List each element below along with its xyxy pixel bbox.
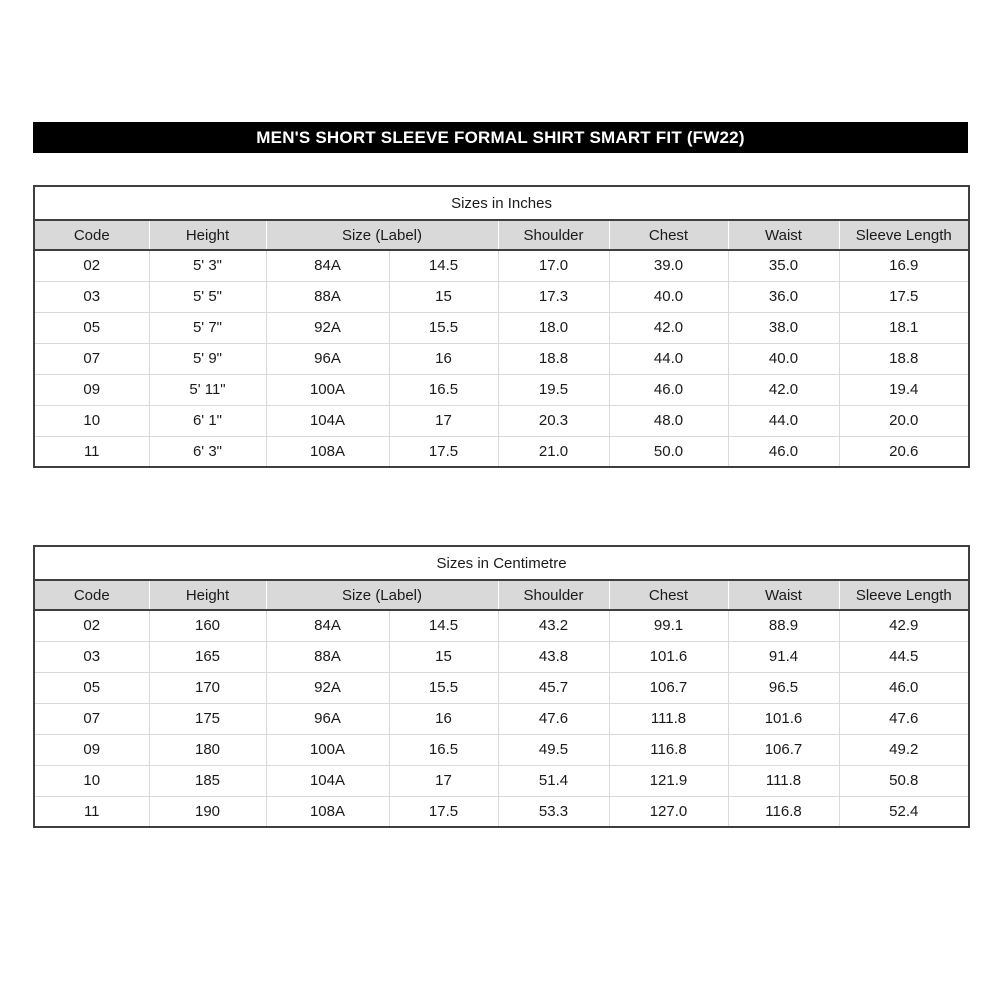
table-cell: 36.0 <box>728 281 839 312</box>
table-cell: 106.7 <box>728 734 839 765</box>
table-cell: 11 <box>34 436 149 467</box>
column-header-chest: Chest <box>609 220 728 250</box>
table-cell: 51.4 <box>498 765 609 796</box>
table-cell: 16.5 <box>389 374 498 405</box>
table-cell: 111.8 <box>609 703 728 734</box>
column-header-waist: Waist <box>728 580 839 610</box>
table-cell: 160 <box>149 610 266 641</box>
table-cell: 48.0 <box>609 405 728 436</box>
column-header-sleeve-length: Sleeve Length <box>839 220 969 250</box>
table-cell: 100A <box>266 734 389 765</box>
table-cell: 46.0 <box>839 672 969 703</box>
table-cell: 88.9 <box>728 610 839 641</box>
table-cell: 07 <box>34 703 149 734</box>
table-cell: 09 <box>34 734 149 765</box>
table-cell: 53.3 <box>498 796 609 827</box>
table-cell: 40.0 <box>728 343 839 374</box>
table-cell: 190 <box>149 796 266 827</box>
title-banner <box>33 122 968 153</box>
table-row <box>34 672 969 703</box>
table-cell: 46.0 <box>728 436 839 467</box>
table-cell: 15.5 <box>389 312 498 343</box>
table-cell: 42.0 <box>609 312 728 343</box>
table-cell: 43.2 <box>498 610 609 641</box>
column-header-sleeve-length: Sleeve Length <box>839 580 969 610</box>
table-row <box>34 796 969 827</box>
table-cell: 106.7 <box>609 672 728 703</box>
table-cell: 84A <box>266 250 389 281</box>
table-cell: 18.1 <box>839 312 969 343</box>
table-cell: 05 <box>34 312 149 343</box>
table-cell: 16.9 <box>839 250 969 281</box>
table-cell: 101.6 <box>609 641 728 672</box>
table-cell: 180 <box>149 734 266 765</box>
table-cell: 20.6 <box>839 436 969 467</box>
table-cell: 92A <box>266 672 389 703</box>
table-body <box>34 610 969 827</box>
table-cell: 175 <box>149 703 266 734</box>
table-cell: 104A <box>266 765 389 796</box>
table-row <box>34 436 969 467</box>
table-cell: 116.8 <box>609 734 728 765</box>
column-header-shoulder: Shoulder <box>498 580 609 610</box>
table-cell: 47.6 <box>839 703 969 734</box>
table-cell: 88A <box>266 281 389 312</box>
table-cell: 16 <box>389 343 498 374</box>
table-cell: 100A <box>266 374 389 405</box>
table-cell: 92A <box>266 312 389 343</box>
table-cell: 96.5 <box>728 672 839 703</box>
table-cell: 50.0 <box>609 436 728 467</box>
table-cell: 84A <box>266 610 389 641</box>
table-row <box>34 374 969 405</box>
table-cell: 42.0 <box>728 374 839 405</box>
sizes-in-inches-table <box>33 185 970 468</box>
table-row <box>34 312 969 343</box>
table-cell: 52.4 <box>839 796 969 827</box>
table-cell: 05 <box>34 672 149 703</box>
table-cell: 185 <box>149 765 266 796</box>
table-cell: 127.0 <box>609 796 728 827</box>
table-cell: 42.9 <box>839 610 969 641</box>
table-caption-row <box>34 186 969 220</box>
column-header-chest: Chest <box>609 580 728 610</box>
table-cell: 03 <box>34 281 149 312</box>
table-caption-row <box>34 546 969 580</box>
table-cell: 35.0 <box>728 250 839 281</box>
table-row <box>34 734 969 765</box>
table-cell: 17.5 <box>839 281 969 312</box>
table-cell: 111.8 <box>728 765 839 796</box>
table-cell: 108A <box>266 436 389 467</box>
table-row <box>34 343 969 374</box>
table-cell: 17.0 <box>498 250 609 281</box>
table-cell: 09 <box>34 374 149 405</box>
table-cell: 44.0 <box>728 405 839 436</box>
table-cell: 5' 7" <box>149 312 266 343</box>
table-cell: 02 <box>34 610 149 641</box>
table-cell: 5' 3" <box>149 250 266 281</box>
table-caption: Sizes in Inches <box>34 186 969 220</box>
table-cell: 91.4 <box>728 641 839 672</box>
column-header-shoulder: Shoulder <box>498 220 609 250</box>
table-row <box>34 250 969 281</box>
table-cell: 43.8 <box>498 641 609 672</box>
table-cell: 18.0 <box>498 312 609 343</box>
table-cell: 14.5 <box>389 610 498 641</box>
table-cell: 44.5 <box>839 641 969 672</box>
table-cell: 20.0 <box>839 405 969 436</box>
table-cell: 99.1 <box>609 610 728 641</box>
column-header-height: Height <box>149 580 266 610</box>
column-header-code: Code <box>34 220 149 250</box>
table-cell: 46.0 <box>609 374 728 405</box>
table-cell: 03 <box>34 641 149 672</box>
table-cell: 17 <box>389 765 498 796</box>
table-row <box>34 641 969 672</box>
table-cell: 17.5 <box>389 436 498 467</box>
table-cell: 38.0 <box>728 312 839 343</box>
table-cell: 17.3 <box>498 281 609 312</box>
table-cell: 96A <box>266 703 389 734</box>
table-cell: 17.5 <box>389 796 498 827</box>
table-cell: 116.8 <box>728 796 839 827</box>
table-row <box>34 765 969 796</box>
column-header-height: Height <box>149 220 266 250</box>
table-cell: 50.8 <box>839 765 969 796</box>
table-body <box>34 250 969 467</box>
table-cell: 88A <box>266 641 389 672</box>
table-cell: 170 <box>149 672 266 703</box>
table-cell: 101.6 <box>728 703 839 734</box>
table-cell: 165 <box>149 641 266 672</box>
column-header-size-label: Size (Label) <box>266 220 498 250</box>
table-row <box>34 281 969 312</box>
table-cell: 19.4 <box>839 374 969 405</box>
table-cell: 07 <box>34 343 149 374</box>
column-header-waist: Waist <box>728 220 839 250</box>
table-cell: 5' 5" <box>149 281 266 312</box>
table-cell: 10 <box>34 405 149 436</box>
table-header-row <box>34 580 969 610</box>
table-cell: 11 <box>34 796 149 827</box>
table-cell: 17 <box>389 405 498 436</box>
table-cell: 96A <box>266 343 389 374</box>
table-row <box>34 405 969 436</box>
table-cell: 18.8 <box>498 343 609 374</box>
column-header-code: Code <box>34 580 149 610</box>
table-cell: 02 <box>34 250 149 281</box>
table-caption: Sizes in Centimetre <box>34 546 969 580</box>
table-cell: 16 <box>389 703 498 734</box>
table-cell: 5' 11" <box>149 374 266 405</box>
table-cell: 6' 3" <box>149 436 266 467</box>
sizes-in-centimetre-table <box>33 545 970 828</box>
table-cell: 39.0 <box>609 250 728 281</box>
table-cell: 108A <box>266 796 389 827</box>
table-row <box>34 610 969 641</box>
column-header-size-label: Size (Label) <box>266 580 498 610</box>
table-cell: 21.0 <box>498 436 609 467</box>
page-title: MEN'S SHORT SLEEVE FORMAL SHIRT SMART FIT (FW22) <box>256 127 745 147</box>
table-cell: 15 <box>389 281 498 312</box>
table-cell: 20.3 <box>498 405 609 436</box>
table-cell: 47.6 <box>498 703 609 734</box>
table-cell: 14.5 <box>389 250 498 281</box>
table-cell: 15 <box>389 641 498 672</box>
table-cell: 6' 1" <box>149 405 266 436</box>
table-cell: 45.7 <box>498 672 609 703</box>
table-cell: 18.8 <box>839 343 969 374</box>
table-header-row <box>34 220 969 250</box>
table-cell: 10 <box>34 765 149 796</box>
table-cell: 16.5 <box>389 734 498 765</box>
table-cell: 49.2 <box>839 734 969 765</box>
table-cell: 44.0 <box>609 343 728 374</box>
table-cell: 49.5 <box>498 734 609 765</box>
table-cell: 104A <box>266 405 389 436</box>
table-row <box>34 703 969 734</box>
table-cell: 40.0 <box>609 281 728 312</box>
table-cell: 19.5 <box>498 374 609 405</box>
table-cell: 15.5 <box>389 672 498 703</box>
table-cell: 121.9 <box>609 765 728 796</box>
table-cell: 5' 9" <box>149 343 266 374</box>
